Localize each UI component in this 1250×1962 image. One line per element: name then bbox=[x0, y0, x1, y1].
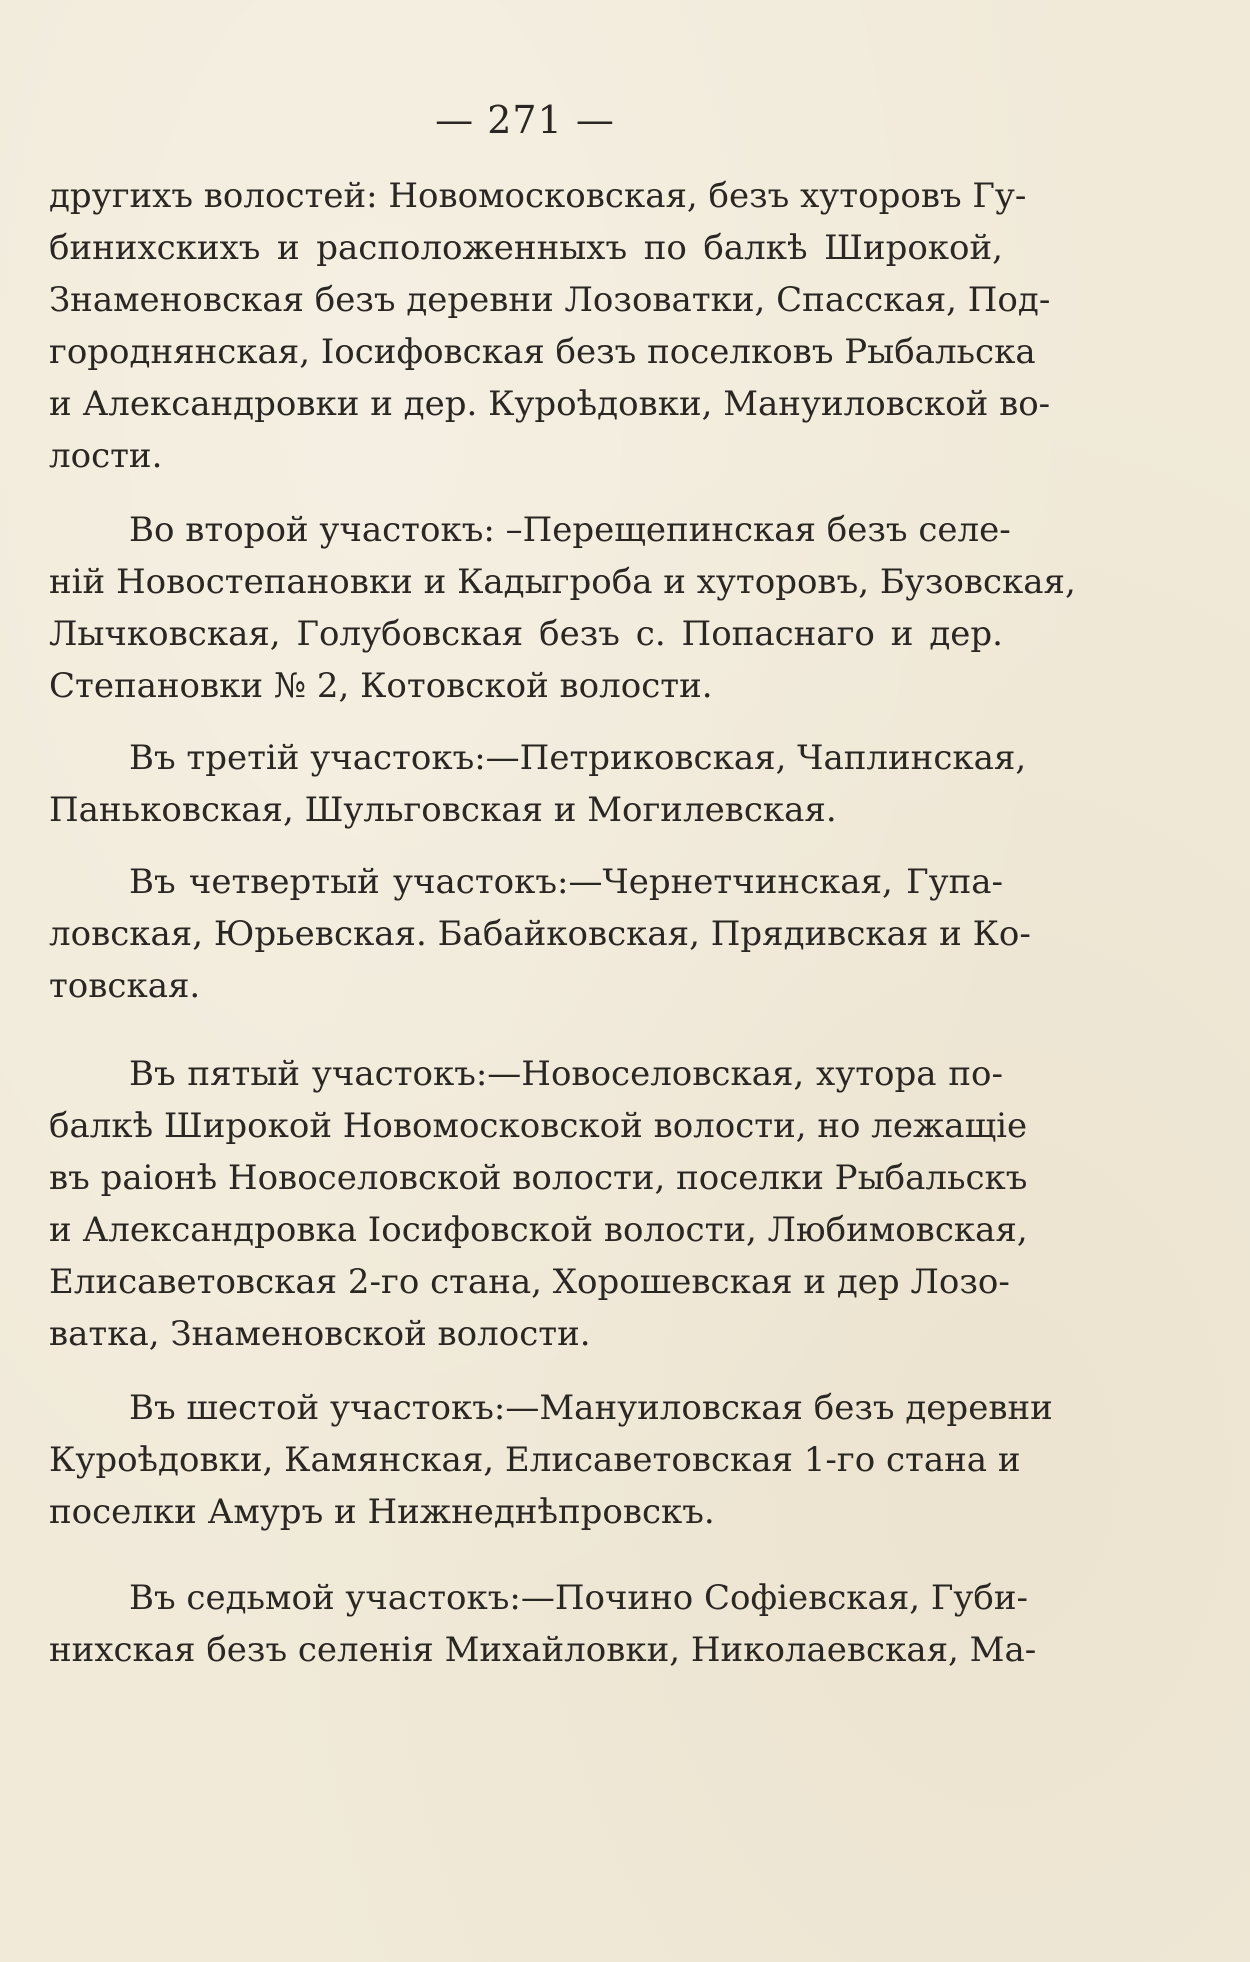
text-line: нихская безъ селенія Михайловки, Николаевская, Ма- bbox=[49, 1630, 1037, 1670]
text-line: Лычковская, Голубовская безъ с. Попаснаго и дер. bbox=[49, 614, 1003, 654]
paragraph-4 bbox=[49, 856, 1031, 1012]
text-line: Въ шестой участокъ:—Мануиловская безъ деревни bbox=[129, 1388, 1053, 1428]
text-line: городнянская, Іосифовская безъ поселковъ Рыбальска bbox=[49, 332, 1036, 372]
text-line: Въ четвертый участокъ:—Чернетчинская, Гупа- bbox=[129, 862, 1003, 902]
text-line: балкѣ Широкой Новомосковской волости, но лежащіе bbox=[49, 1106, 1028, 1146]
paragraph-6 bbox=[49, 1382, 1053, 1538]
text-line: Въ пятый участокъ:—Новоселовская, хутора по- bbox=[129, 1054, 1003, 1094]
paragraph-3 bbox=[49, 732, 1027, 836]
text-line: въ раіонѣ Новоселовской волости, поселки Рыбальскъ bbox=[49, 1158, 1028, 1198]
text-line: другихъ волостей: Новомосковская, безъ хуторовъ Гу- bbox=[49, 176, 1027, 216]
text-line: Степановки № 2, Котовской волости. bbox=[49, 666, 713, 706]
paragraph-5 bbox=[49, 1048, 1028, 1360]
text-line: лости. bbox=[49, 436, 163, 476]
paragraph-7 bbox=[49, 1572, 1037, 1676]
paragraph-1 bbox=[49, 170, 1051, 482]
text-line: ватка, Знаменовской волости. bbox=[49, 1314, 591, 1354]
paragraph-2 bbox=[49, 504, 1076, 712]
text-line: Въ третій участокъ:—Петриковская, Чаплинская, bbox=[129, 738, 1027, 778]
text-line: и Александровки и дер. Куроѣдовки, Мануиловской во- bbox=[49, 384, 1051, 424]
text-line: Елисаветовская 2-го стана, Хорошевская и дер Лозо- bbox=[49, 1262, 1010, 1302]
text-line: Знаменовская безъ деревни Лозоватки, Спасская, Под- bbox=[49, 280, 1051, 320]
text-line: ній Новостепановки и Кадыгроба и хуторовъ, Бузовская, bbox=[49, 562, 1076, 602]
page-body-text bbox=[49, 170, 1076, 1676]
page-number: — 271 — bbox=[435, 98, 615, 142]
text-line: товская. bbox=[49, 966, 201, 1006]
text-line: поселки Амуръ и Нижнеднѣпровскъ. bbox=[49, 1492, 715, 1532]
text-line: бинихскихъ и расположенныхъ по балкѣ Широкой, bbox=[49, 228, 1003, 268]
text-line: Куроѣдовки, Камянская, Елисаветовская 1-го стана и bbox=[49, 1440, 1021, 1480]
text-line: Въ седьмой участокъ:—Почино Софіевская, Губи- bbox=[129, 1578, 1029, 1618]
text-line: ловская, Юрьевская. Бабайковская, Прядивская и Ко- bbox=[49, 914, 1031, 954]
text-line: и Александровка Іосифовской волости, Любимовская, bbox=[49, 1210, 1028, 1250]
text-line: Паньковская, Шульговская и Могилевская. bbox=[49, 790, 837, 830]
text-line: Во второй участокъ: –Перещепинская безъ селе- bbox=[129, 510, 1011, 550]
